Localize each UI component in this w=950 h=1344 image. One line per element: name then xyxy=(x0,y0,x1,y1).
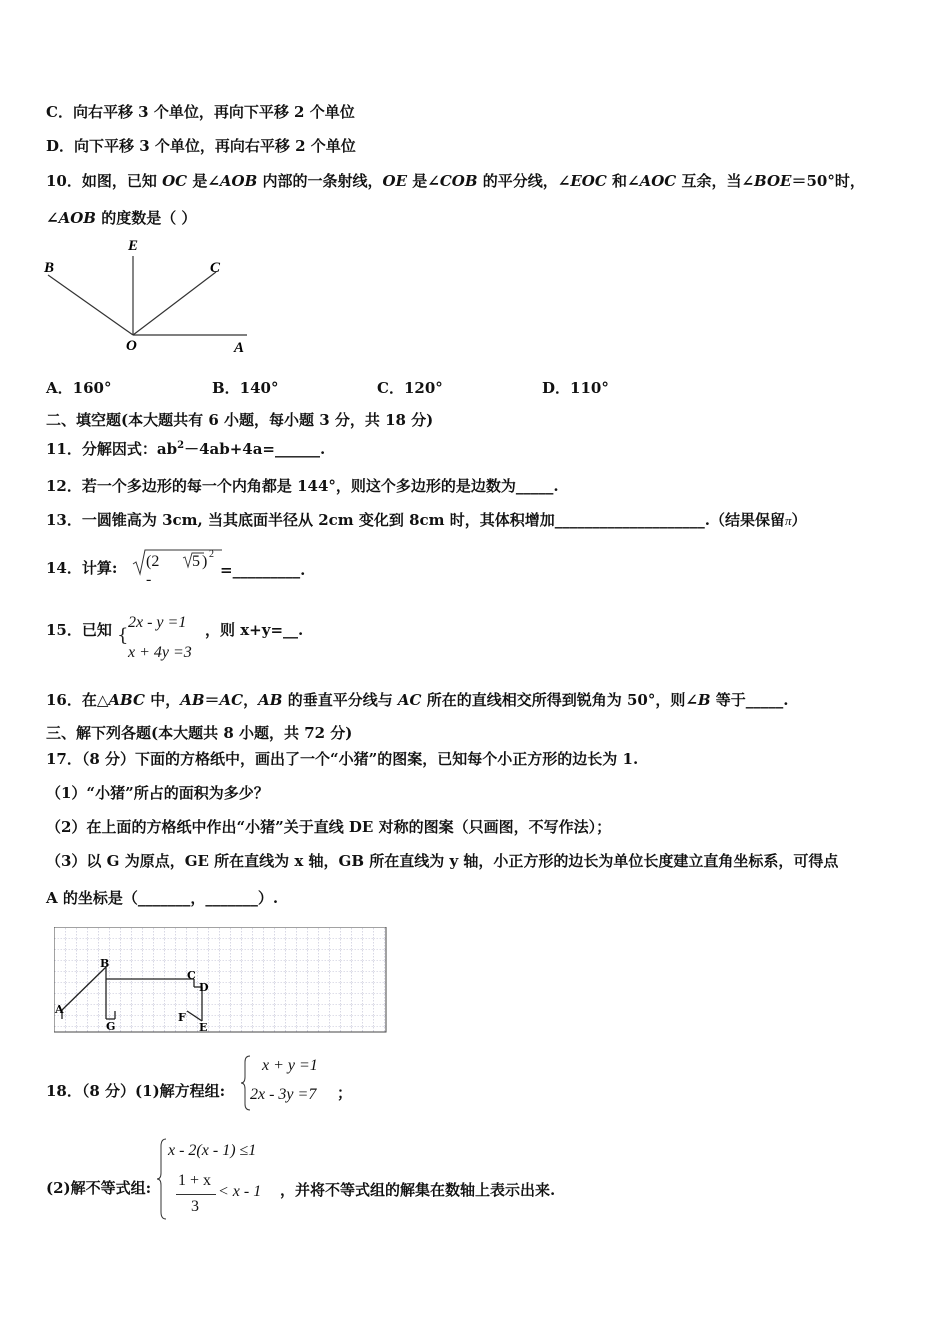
fraction-bar xyxy=(176,1194,216,1195)
q18-ineq2-denominator: 3 xyxy=(191,1198,199,1215)
q18-ineq2-numerator: 1 + x xyxy=(178,1172,212,1189)
q10-stem-line2: ∠AOB 的度数是（ ） xyxy=(46,209,197,227)
q15-suffix: ，则 x+y=__. xyxy=(205,621,304,639)
q18-part1-label: 18．（8 分）(1)解方程组: xyxy=(46,1082,226,1100)
grid-label-e: E xyxy=(199,1021,208,1033)
q17-grid-figure xyxy=(54,927,387,1033)
ray-oc xyxy=(133,272,216,335)
grid-label-c: C xyxy=(187,969,196,982)
q10-option-b: B．140° xyxy=(212,379,279,397)
q9-option-c: C．向右平移 3 个单位，再向下平移 2 个单位 xyxy=(46,103,355,121)
q18-semicolon: ； xyxy=(337,1084,353,1102)
label-e: E xyxy=(128,238,139,254)
label-a: A xyxy=(234,340,245,356)
q16-text: 16．在△ABC 中，AB＝AC，AB 的垂直平分线与 AC 所在的直线相交所得到锐角为 50°，则∠B 等于_____. xyxy=(46,691,789,709)
q18-ineq1: x - 2(x - 1) ≤1 xyxy=(168,1142,257,1159)
label-c: C xyxy=(210,260,221,276)
grid-label-b: B xyxy=(100,957,110,970)
grid-label-f: F xyxy=(178,1011,186,1024)
q17-part1: （1）“小猪”所占的面积为多少？ xyxy=(46,784,269,802)
q18-part2-suffix: ，并将不等式组的解集在数轴上表示出来. xyxy=(280,1181,556,1199)
grid-label-a: A xyxy=(55,1003,64,1016)
q17-part3: （3）以 G 为原点，GE 所在直线为 x 轴，GB 所在直线为 y 轴，小正方形的边长为单位长度建立直角坐标系，可得点 xyxy=(46,852,839,870)
q10-option-d: D．110° xyxy=(542,379,609,397)
q18-eq2: 2x - 3y =7 xyxy=(250,1086,317,1103)
section2-heading: 二、填空题(本大题共有 6 小题，每小题 3 分，共 18 分) xyxy=(46,411,434,429)
q15-eq1: 2x - y =1 xyxy=(128,614,187,631)
q14-label: 14．计算: xyxy=(46,559,118,577)
q10-option-c: C．120° xyxy=(377,379,443,397)
q9-option-d: D．向下平移 3 个单位，再向右平移 2 个单位 xyxy=(46,137,356,155)
q10-stem-line1: 10．如图，已知 OC 是∠AOB 内部的一条射线，OE 是∠COB 的平分线，∠EOC 和∠AOC 互余，当∠BOE＝50°时， xyxy=(46,172,865,190)
label-b: B xyxy=(44,260,55,276)
ray-ob xyxy=(48,275,133,335)
q12-text: 12．若一个多边形的每一个内角都是 144°，则这个多边形的是边数为_____. xyxy=(46,477,559,495)
grid-label-d: D xyxy=(199,981,209,994)
q17-stem: 17．（8 分）下面的方格纸中，画出了一个“小猪”的图案，已知每个小正方形的边长为 1. xyxy=(46,750,639,768)
q15-eq2: x + 4y =3 xyxy=(128,644,192,661)
q13-text: 13．一圆锥高为 3cm, 当其底面半径从 2cm 变化到 8cm 时，其体积增加____________________.（结果保留π） xyxy=(46,511,807,529)
q18-brace2 xyxy=(156,1138,168,1220)
q10-angle-figure xyxy=(40,232,260,357)
q15-label: 15．已知 xyxy=(46,621,112,639)
q17-part2: （2）在上面的方格纸中作出“小猪”关于直线 DE 对称的图案（只画图，不写作法）； xyxy=(46,818,612,836)
q15-brace: { xyxy=(117,625,129,646)
grid-label-g: G xyxy=(106,1020,116,1033)
q18-ineq2-rhs: < x - 1 xyxy=(218,1183,262,1200)
q17-part3-answer: A 的坐标是（_______，_______）. xyxy=(46,889,279,907)
q11-text: 11．分解因式：$ab^2-4ab+4a=\_\_\_\_\_\_$. xyxy=(46,440,326,458)
q18-part2-label: (2)解不等式组: xyxy=(46,1179,152,1197)
label-o: O xyxy=(126,338,137,354)
q14-answer-blank: =_________. xyxy=(220,561,306,579)
grid-paper xyxy=(54,927,386,1032)
section3-heading: 三、解下列各题(本大题共 8 小题，共 72 分) xyxy=(46,724,353,742)
q18-eq1: x + y =1 xyxy=(262,1057,318,1074)
q10-option-a: A．160° xyxy=(46,379,112,397)
